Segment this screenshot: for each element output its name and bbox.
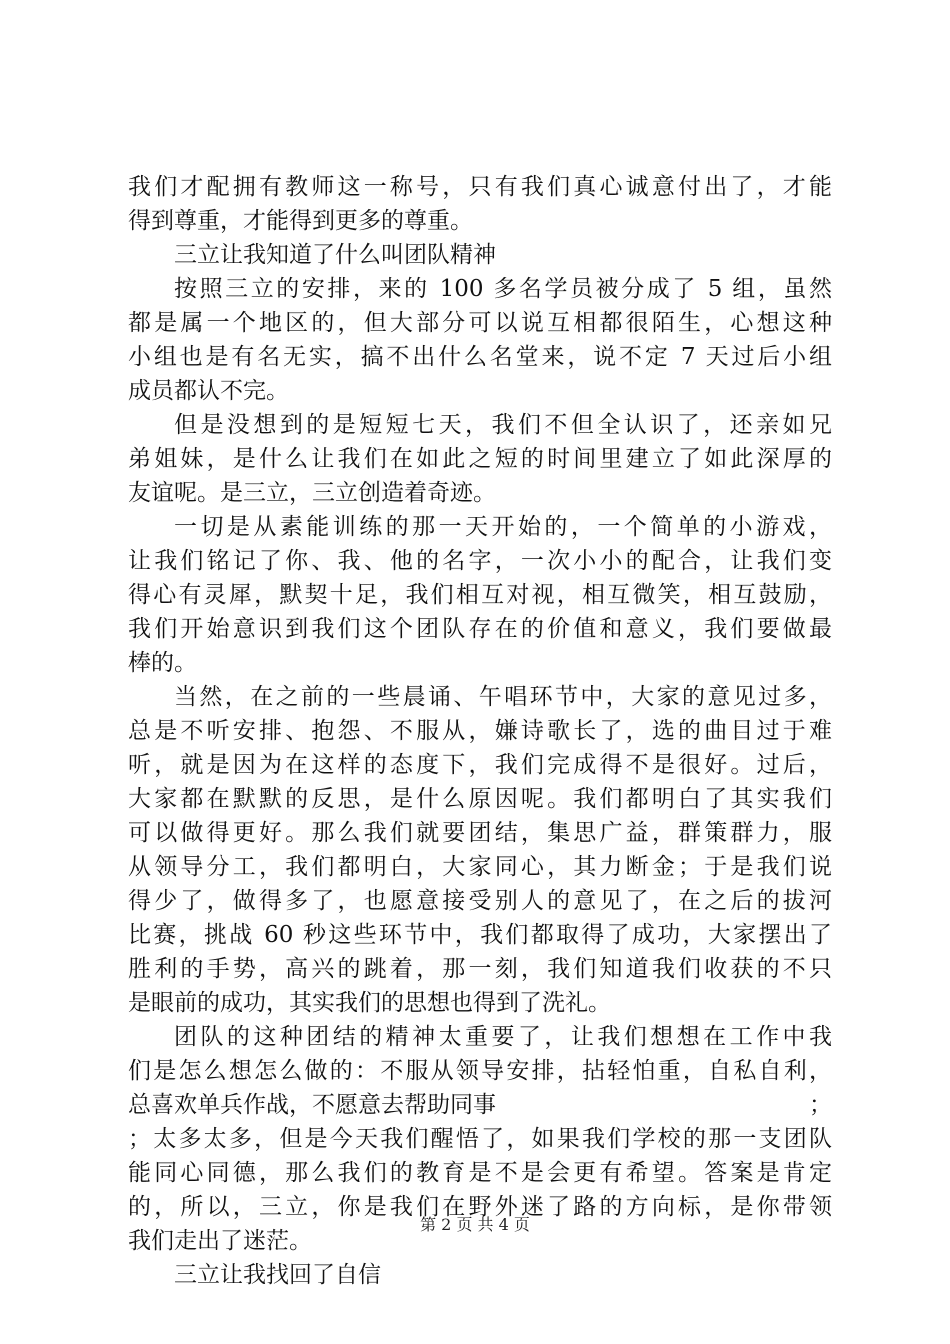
text-line: 三立让我找回了自信 xyxy=(174,1262,381,1288)
text-line: 三立让我知道了什么叫团队精神 xyxy=(174,242,496,268)
text-line: 得到尊重，才能得到更多的尊重。 xyxy=(128,208,473,234)
text-line: 按照三立的安排，来的 100 多名学员被分成了 5 组，虽然 xyxy=(174,276,832,302)
text-line: 总是不听安排、抱怨、不服从，嫌诗歌长了，选的曲目过于难 xyxy=(128,718,832,744)
text-line: 友谊呢。是三立，三立创造着奇迹。 xyxy=(128,480,496,506)
text-line: 弟姐妹，是什么让我们在如此之短的时间里建立了如此深厚的 xyxy=(128,446,832,472)
text-line: 团队的这种团结的精神太重要了，让我们想想在工作中我 xyxy=(174,1024,832,1050)
text-line-trailing: ； xyxy=(809,1092,832,1118)
text-line: 得少了，做得多了，也愿意接受别人的意见了，在之后的拔河 xyxy=(128,888,832,914)
text-line: 我们走出了迷茫。 xyxy=(128,1228,312,1254)
text-line-content: 总喜欢单兵作战，不愿意去帮助同事 xyxy=(128,1092,496,1118)
text-line: 比赛，挑战 60 秒这些环节中，我们都取得了成功，大家摆出了 xyxy=(128,922,832,948)
text-line: 成员都认不完。 xyxy=(128,378,289,404)
text-line: 都是属一个地区的，但大部分可以说互相都很陌生，心想这种 xyxy=(128,310,832,336)
text-line: 是眼前的成功，其实我们的思想也得到了洗礼。 xyxy=(128,990,611,1016)
document-body xyxy=(128,170,832,1292)
text-line: 胜利的手势，高兴的跳着，那一刻，我们知道我们收获的不只 xyxy=(128,956,832,982)
text-line: 从领导分工，我们都明白，大家同心，其力断金；于是我们说 xyxy=(128,854,832,880)
text-line: 听，就是因为在这样的态度下，我们完成得不是很好。过后， xyxy=(128,752,832,778)
text-line: 们是怎么想怎么做的：不服从领导安排，拈轻怕重，自私自利， xyxy=(128,1058,832,1084)
text-line: ；太多太多，但是今天我们醒悟了，如果我们学校的那一支团队 xyxy=(128,1126,832,1152)
text-line: 大家都在默默的反思，是什么原因呢。我们都明白了其实我们 xyxy=(128,786,832,812)
text-line: 棒的。 xyxy=(128,650,197,676)
text-line: 我们开始意识到我们这个团队存在的价值和意义，我们要做最 xyxy=(128,616,832,642)
text-line: 能同心同德，那么我们的教育是不是会更有希望。答案是肯定 xyxy=(128,1160,832,1186)
text-line: 得心有灵犀，默契十足，我们相互对视，相互微笑，相互鼓励， xyxy=(128,582,832,608)
text-line: 的，所以，三立，你是我们在野外迷了路的方向标，是你带领 xyxy=(128,1194,832,1220)
page-footer xyxy=(0,1213,950,1237)
page-number: 第 2 页 共 4 页 xyxy=(420,1215,530,1234)
text-line: 当然，在之前的一些晨诵、午唱环节中，大家的意见过多， xyxy=(174,684,832,710)
text-line: 小组也是有名无实，搞不出什么名堂来，说不定 7 天过后小组 xyxy=(128,344,832,370)
text-line: 一切是从素能训练的那一天开始的，一个简单的小游戏， xyxy=(174,514,832,540)
text-line: 让我们铭记了你、我、他的名字，一次小小的配合，让我们变 xyxy=(128,548,832,574)
text-line: 可以做得更好。那么我们就要团结，集思广益，群策群力，服 xyxy=(128,820,832,846)
text-line: 我们才配拥有教师这一称号，只有我们真心诚意付出了，才能 xyxy=(128,174,832,200)
text-line xyxy=(128,1088,832,1122)
text-line: 但是没想到的是短短七天，我们不但全认识了，还亲如兄 xyxy=(174,412,832,438)
